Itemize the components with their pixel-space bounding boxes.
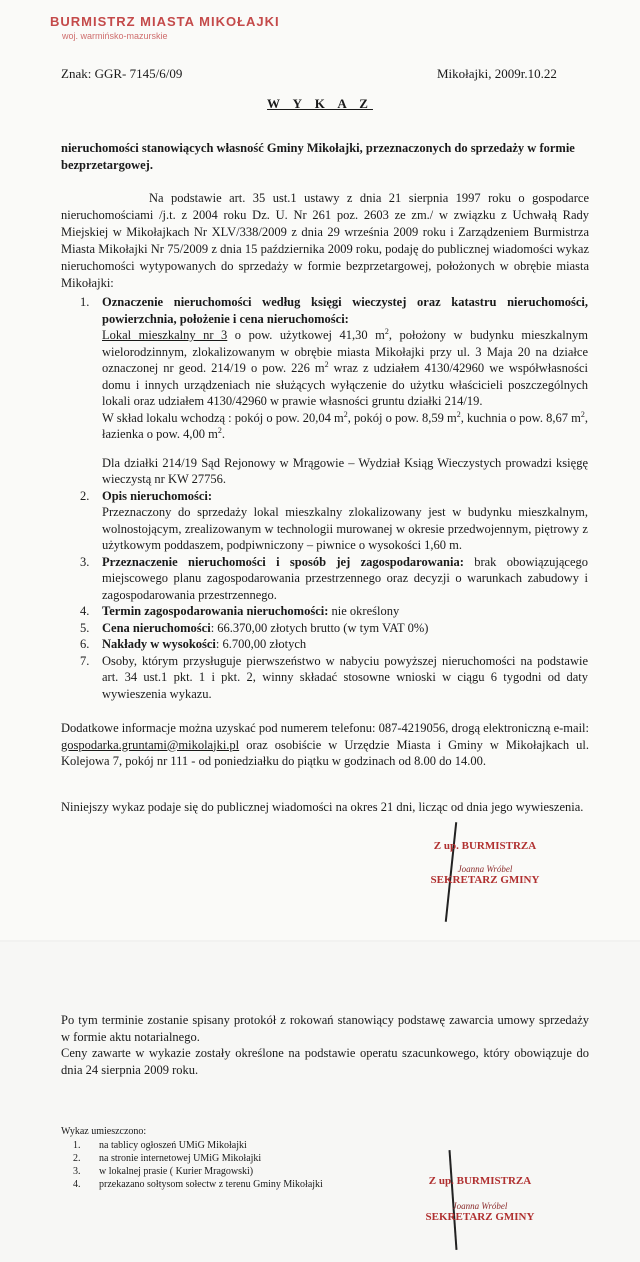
lokal-label: Lokal mieszkalny nr 3 bbox=[102, 328, 228, 342]
list-item: 2. Opis nieruchomości: Przeznaczony do sprzedaży lokal mieszkalny zlokalizowany jest w budynku mieszkalnym, wolnostojącym, zrealizowanym w technologii murowanej w okresie przedwojennym, piętrowy z użytkowym poddaszem, podpiwniczony – piwnice o wysokości 1,60 m. bbox=[80, 488, 588, 552]
list-item: 3. w lokalnej prasie ( Kurier Mragowski) bbox=[73, 1166, 254, 1177]
placement-heading: Wykaz umieszczono: bbox=[61, 1126, 147, 1137]
document-title: W Y K A Z bbox=[267, 96, 373, 111]
signature-line1: Z up. BURMISTRZA bbox=[428, 1175, 532, 1187]
public-notice: Niniejszy wykaz podaje się do publicznej wiadomości na okres 21 dni, licząc od dnia jego wywieszenia. bbox=[61, 800, 584, 814]
document-subheading: nieruchomości stanowiących własność Gminy Mikołajki, przeznaczonych do sprzedaży w formie bezprzetargowej. bbox=[61, 141, 575, 172]
email-link[interactable]: gospodarka.gruntami@mikolajki.pl bbox=[61, 737, 240, 752]
placement-list bbox=[61, 1125, 323, 1191]
signature-line3: SEKRETARZ GMINY bbox=[430, 874, 540, 886]
list-item: 1. na tablicy ogłoszeń UMiG Mikołajki bbox=[73, 1140, 247, 1151]
list-item: 7. Osoby, którym przysługuje pierwszeństwo w nabyciu powyższej nieruchomości na podstawie art. 34 ust.1 pkt. 1 i pkt. 2, winny składać stosowne wnioski w ciągu 6 tygodni od daty wywieszenia wykazu. bbox=[80, 653, 588, 701]
list-item: 4. Termin zagospodarowania nieruchomości: nie określony bbox=[80, 604, 400, 618]
document-reference: Znak: GGR- 7145/6/09 bbox=[61, 66, 183, 81]
signature-line2: Joanna Wróbel bbox=[457, 864, 513, 874]
list-item: 4. przekazano sołtysom sołectw z terenu Gminy Mikołajki bbox=[73, 1179, 323, 1190]
property-list bbox=[80, 294, 588, 702]
list-item: 2. na stronie internetowej UMiG Mikołajki bbox=[73, 1153, 262, 1164]
contact-paragraph: Dodatkowe informacje można uzyskać pod numerem telefonu: 087-4219056, drogą elektroniczną e-mail: gospodarka.gruntami@mikolajki.pl oraz osobiście w Urzędzie Miasta i Gminy w Mikołajkach ul. Kolejowa 7, pokój nr 111 - od poniedziałku do piątku w godzinach od 8.00 do 14.00. bbox=[61, 721, 589, 768]
list-item: 5. Cena nieruchomości: 66.370,00 złotych brutto (w tym VAT 0%) bbox=[80, 620, 429, 635]
item-heading: Termin zagospodarowania nieruchomości: bbox=[102, 604, 329, 618]
signature-stamp bbox=[420, 840, 550, 886]
item-heading: Cena nieruchomości bbox=[102, 620, 211, 635]
intro-paragraph: Na podstawie art. 35 ust.1 ustawy z dnia 21 sierpnia 1997 roku o gospodarce nieruchomościami /j.t. z 2004 roku Dz. U. Nr 261 poz. 2603 ze zm./ w związku z Uchwałą Rady Miejskiej w Mikołajkach Nr XLV/338/2009 z dnia 29 września 2009 roku i Zarządzeniem Burmistrza Miasta Mikołajki Nr 75/2009 z dnia 15 października 2009 roku, podaję do publicznej wiadomości wykaz nieruchomości wytypowanych do sprzedaży w formie bezprzetargowej, położonych w obrębie miasta Mikołajki: bbox=[61, 191, 589, 290]
office-stamp bbox=[50, 14, 280, 41]
item-heading: Opis nieruchomości: bbox=[102, 488, 213, 503]
signature-stamp bbox=[410, 1175, 550, 1223]
item-heading: Nakłady w wysokości bbox=[102, 637, 216, 651]
item-heading: Oznaczenie nieruchomości według księgi wieczystej oraz katastru nieruchomości, powierzchnia, położenie i cena nieruchomości: bbox=[102, 295, 588, 326]
land-register-note: Dla działki 214/19 Sąd Rejonowy w Mrągowie – Wydział Ksiąg Wieczystych prowadzi księgę wieczystą nr KW 27756. bbox=[102, 455, 588, 486]
list-item: 3. Przeznaczenie nieruchomości i sposób jej zagospodarowania: brak obowiązującego miejscowego planu zagospodarowania przestrzennego oraz decyzji o warunkach zabudowy i zagospodarowania przestrzennego. bbox=[80, 554, 588, 602]
signature-line2: Joanna Wróbel bbox=[452, 1201, 508, 1211]
stamp-line2: woj. warmińsko-mazurskie bbox=[62, 31, 168, 41]
item-heading: Przeznaczenie nieruchomości i sposób jej zagospodarowania: bbox=[102, 554, 464, 569]
list-item: 6. Nakłady w wysokości: 6.700,00 złotych bbox=[80, 637, 307, 651]
list-item: 1. Oznaczenie nieruchomości według księgi wieczystej oraz katastru nieruchomości, powierzchnia, położenie i cena nieruchomości: Lokal mieszkalny nr 3 o pow. użytkowej 41,30 $m^2$, położony w budynku mieszkalnym wielorodzinnym, zlokalizowanym w obrębie miasta Mikołajki przy ul. 3 Maja 20 na działce oznaczonej nr geod. 214/19 o pow. 226 $m^2$ wraz z udziałem 4130/42960 we współwłasności domu i innych urządzeniach nie służących wyłączenie do użytku właścicieli poszczególnych lokali oraz udziałem 4130/42960 w prawie własności gruntu działki 214/19. W skład lokalu wchodzą : pokój o pow. 20,04 $m^2$, pokój o pow. 8,59 $m^2$, kuchnia o pow. 8,67 $m^2$, łazienka o pow. 4,00 $m^2$. Dla działki 214/19 Sąd Rejonowy w Mrągowie – Wydział Ksiąg Wieczystych prowadzi księgę wieczystą nr KW 27756. bbox=[80, 295, 589, 486]
signature-line1: Z up. BURMISTRZA bbox=[433, 840, 537, 852]
stamp-line1: BURMISTRZ MIASTA MIKOŁAJKI bbox=[50, 14, 280, 29]
closing-paragraph: Po tym terminie zostanie spisany protokół z rokowań stanowiący podstawę zawarcia umowy sprzedaży w formie aktu notarialnego. Ceny zawarte w wykazie zostały określone na podstawie operatu szacunkowego, który obowiązuje do dnia 24 sierpnia 2009 roku. bbox=[61, 1013, 589, 1077]
document-date: Mikołajki, 2009r.10.22 bbox=[437, 66, 557, 81]
signature-line3: SEKRETARZ GMINY bbox=[425, 1211, 535, 1223]
